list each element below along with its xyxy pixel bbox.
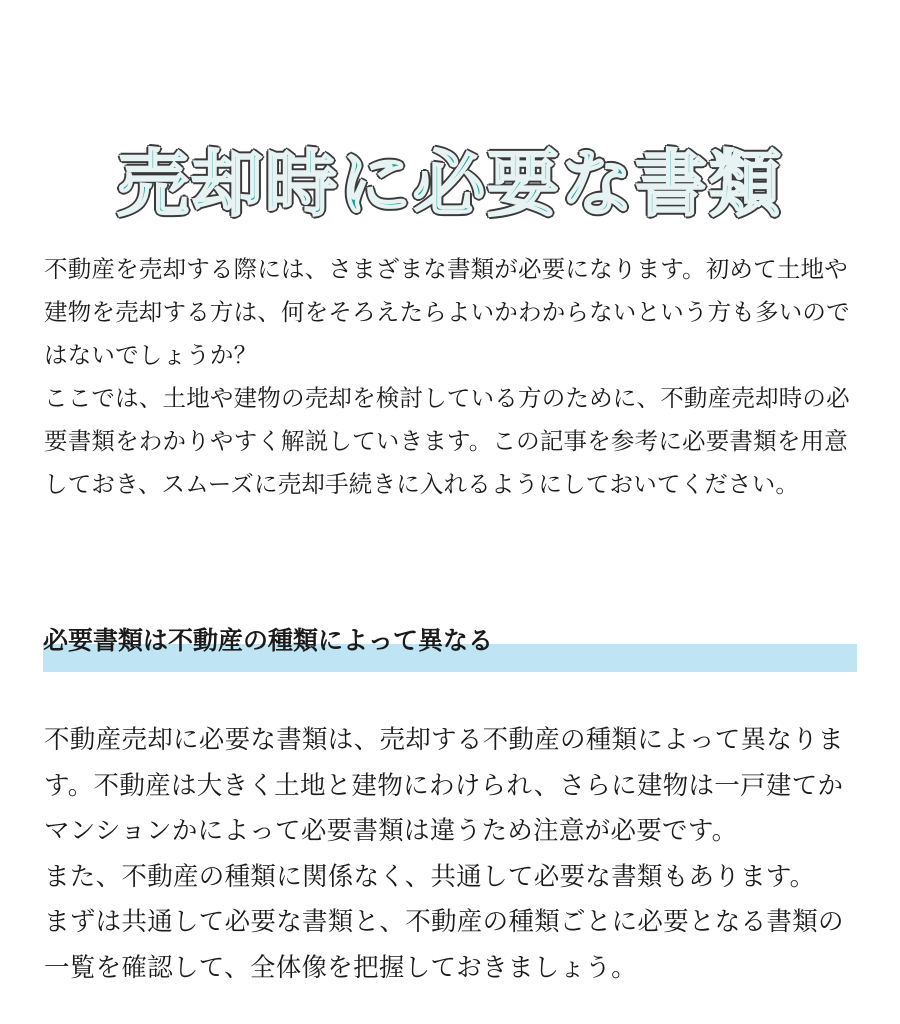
intro-paragraph: ここでは、土地や建物の売却を検討している方のために、不動産売却時の必要書類をわかりやすく解説していきます。この記事を参考に必要書類を用意しておき、スムーズに売却手続きに入れるようにしておいてください。 xyxy=(44,384,850,498)
section-paragraph: また、不動産の種類に関係なく、共通して必要な書類もあります。 xyxy=(44,861,816,892)
intro-section xyxy=(44,248,860,506)
section-paragraph: まずは共通して必要な書類と、不動産の種類ごとに必要となる書類の一覧を確認して、全体像を把握しておきましょう。 xyxy=(44,907,844,983)
section-paragraph: 不動産売却に必要な書類は、売却する不動産の種類によって異なります。不動産は大きく土地と建物にわけられ、さらに建物は一戸建てかマンションかによって必要書類は違うため注意が必要です。 xyxy=(44,725,844,846)
section-heading xyxy=(43,624,857,672)
intro-paragraph: 不動産を売却する際には、さまざまな書類が必要になります。初めて土地や建物を売却する方は、何をそろえたらよいかわからないという方も多いのではないでしょうか？ xyxy=(44,255,850,369)
page-title: 売却時に必要な書類 xyxy=(116,142,783,227)
section-body xyxy=(44,718,860,991)
section-heading-text: 必要書類は不動産の種類によって異なる xyxy=(43,626,494,655)
